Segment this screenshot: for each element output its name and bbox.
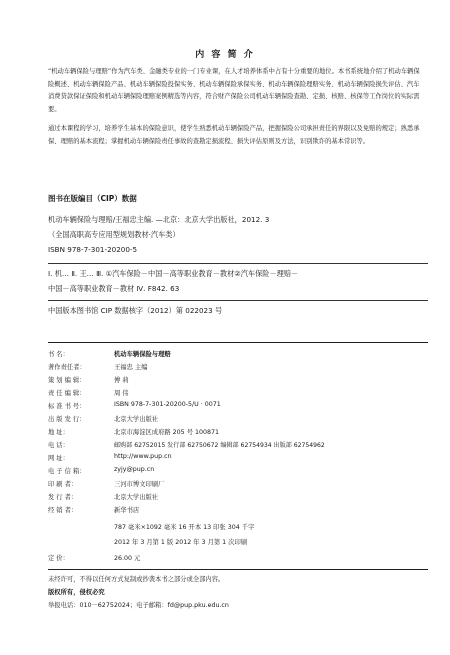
info-value-edition: 2012 年 3 月第 1 版 2012 年 3 月第 1 次印刷: [114, 539, 248, 546]
info-label-isbn: 标 准 书 号：: [48, 403, 86, 410]
info-label-author: 著作责任者：: [48, 364, 86, 371]
info-value-planning-editor: 傅 莉: [114, 377, 129, 384]
cip-subject-line-1: Ⅰ. 机… Ⅱ. 王… Ⅲ. ①汽车保险－中国－高等职业教育－教材②汽车保险－理赔－: [48, 269, 299, 278]
footer-divider: [48, 569, 428, 570]
info-label-address: 地 址：: [48, 429, 69, 436]
page-title: 内 容 简 介: [195, 50, 255, 60]
intro-paragraph-2: 通过本课程的学习，培养学生基本的保险意识，使学生熟悉机动车辆保险产品，把握保险公司承担责任的界限以及免赔的规定；熟悉承保、理赔的基本流程；掌握机动车辆保险责任事故的查勘定损流程、损失评估原则及方法，识别欺诈的基本常识等。: [48, 125, 420, 145]
intro-paragraph-1: “机动车辆保险与理赔”作为汽车类、金融类专业的一门专业课，在人才培养体系中占有十分重要的地位。本书系统地介绍了机动车辆保险概述、机动车辆保险产品、机动车辆保险投保实务、机动车辆保险承保实务、机动车辆保险理赔实务、机动车辆保险损失评估、汽车消费贷款保证保险和机动车辆保险理赔案例精选等内容，符合财产保险公司机动车辆保险查勘、定损、核赔、核保等工作岗位的实际需要。: [48, 68, 420, 113]
info-label-price: 定 价：: [48, 555, 69, 562]
footer-notice: 未经许可，不得以任何方式复制或抄袭本书之部分或全部内容。: [48, 576, 225, 583]
info-label-title: 书 名：: [48, 351, 69, 358]
cip-subject-line-2: 中国－高等职业教育－教材 Ⅳ. F842. 63: [48, 284, 180, 293]
info-value-isbn: ISBN 978-7-301-20200-5/U · 0071: [114, 401, 221, 408]
info-label-printer: 印 刷 者：: [48, 481, 78, 488]
info-label-website: 网 址：: [48, 455, 69, 462]
cip-catalog-line: 机动车辆保险与理赔/王福忠主编. —北京：北京大学出版社，2012. 3: [48, 215, 270, 224]
info-label-publisher: 出 版 发 行：: [48, 416, 86, 423]
info-value-responsible-editor: 周 伟: [114, 390, 129, 397]
info-label-phone: 电 话：: [48, 442, 69, 449]
info-value-email: zyjy@pup.cn: [114, 466, 155, 473]
cip-heading: 图书在版编目（CIP）数据: [48, 194, 137, 203]
info-value-title: 机动车辆保险与理赔: [114, 351, 171, 358]
info-value-website: http://www.pup.cn: [114, 453, 172, 460]
footer-report-contact: 举报电话：010－62752024；电子邮箱：fd@pup.pku.edu.cn: [48, 602, 229, 609]
info-label-planning-editor: 策 划 编 辑：: [48, 377, 86, 384]
info-value-author: 王福忠 主编: [114, 364, 148, 371]
footer-rights: 版权所有，侵权必究: [48, 589, 105, 596]
cip-record-number: 中国版本图书馆 CIP 数据核字（2012）第 022023 号: [48, 306, 223, 315]
info-label-distributor: 发 行 者：: [48, 494, 78, 501]
info-value-address: 北京市海淀区成府路 205 号 100871: [114, 429, 220, 436]
info-value-phone: 邮购部 62752015 发行部 62750672 编辑部 62754934 出版部 62754962: [114, 442, 325, 449]
info-value-printer: 三河市博文印刷厂: [114, 481, 165, 488]
info-divider-top: [48, 342, 428, 343]
info-value-distributor: 北京大学出版社: [114, 494, 159, 501]
cip-isbn-line: ISBN 978-7-301-20200-5: [48, 245, 138, 254]
info-label-seller: 经 销 者：: [48, 507, 78, 514]
cip-series-line: （全国高职高专应用型规划教材·汽车类）: [48, 230, 180, 239]
info-label-email: 电 子 信 箱：: [48, 468, 86, 475]
cip-divider-bottom: [48, 300, 428, 301]
info-value-format: 787 毫米×1092 毫米 16 开本 13 印张 304 千字: [114, 524, 255, 531]
info-value-seller: 新华书店: [114, 507, 140, 514]
info-value-price: 26.00 元: [114, 555, 141, 562]
info-label-responsible-editor: 责 任 编 辑：: [48, 390, 86, 397]
cip-divider-top: [48, 263, 428, 264]
info-value-publisher: 北京大学出版社: [114, 416, 159, 423]
